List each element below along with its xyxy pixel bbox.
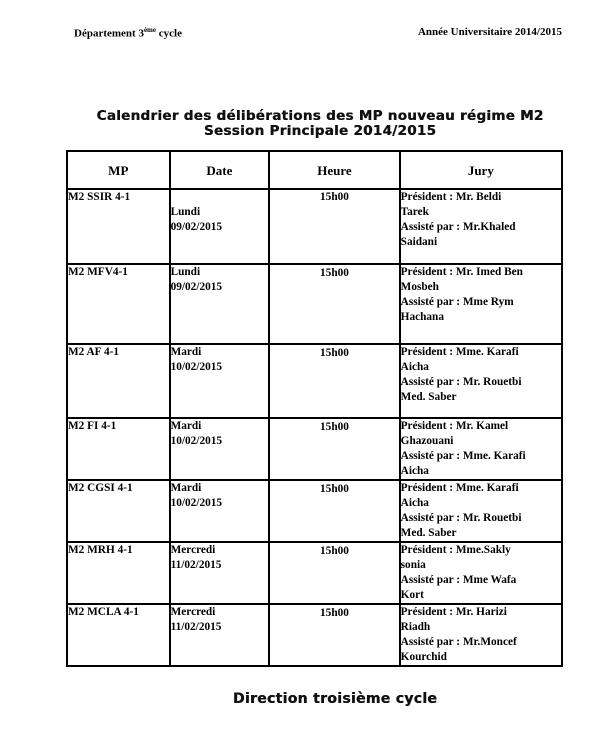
date-cell: Lundi 09/02/2015 [170, 189, 270, 264]
mp-cell: M2 MRH 4-1 [67, 542, 170, 604]
jury-cell: Président : Mme. Karafi Aicha Assisté par : Mr. Rouetbi Med. Saber [400, 344, 562, 418]
date-cell: Mardi 10/02/2015 [170, 418, 270, 480]
column-header-date: Date [170, 151, 270, 189]
date-cell: Mardi 10/02/2015 [170, 344, 270, 418]
table-row [67, 264, 562, 344]
table-row [67, 480, 562, 542]
heure-cell: 15h00 [269, 542, 399, 604]
mp-cell: M2 SSIR 4-1 [67, 189, 170, 264]
document-subtitle: Session Principale 2014/2015 [203, 123, 437, 139]
column-header-mp: MP [67, 151, 170, 189]
date-cell: Mardi 10/02/2015 [170, 480, 270, 542]
heure-cell: 15h00 [269, 189, 399, 264]
heure-cell: 15h00 [269, 264, 399, 344]
jury-cell: Président : Mr. Harizi Riadh Assisté par : Mr.Moncef Kourchid [400, 604, 562, 666]
mp-cell: M2 MFV4-1 [67, 264, 170, 344]
jury-cell: Président : Mr. Beldi Tarek Assisté par : Mr.Khaled Saidani [400, 189, 562, 264]
date-cell: Lundi 09/02/2015 [170, 264, 270, 344]
table-header-row [67, 151, 562, 189]
heure-cell: 15h00 [269, 344, 399, 418]
document-title: Calendrier des délibérations des MP nouveau régime M2 [96, 108, 544, 124]
heure-cell: 15h00 [269, 480, 399, 542]
heure-cell: 15h00 [269, 418, 399, 480]
table-row [67, 344, 562, 418]
jury-cell: Président : Mme.Sakly sonia Assisté par : Mme Wafa Kort [400, 542, 562, 604]
mp-cell: M2 MCLA 4-1 [67, 604, 170, 666]
footer-signature: Direction troisième cycle [232, 691, 438, 707]
header-academic-year: Année Universitaire 2014/2015 [417, 26, 562, 38]
deliberation-table [66, 150, 563, 667]
date-cell: Mercredi 11/02/2015 [170, 542, 270, 604]
table-row [67, 418, 562, 480]
jury-cell: Président : Mme. Karafi Aicha Assisté par : Mr. Rouetbi Med. Saber [400, 480, 562, 542]
jury-cell: Président : Mr. Kamel Ghazouani Assisté par : Mme. Karafi Aicha [400, 418, 562, 480]
header-department: Département 3ème cycle [74, 26, 182, 40]
column-header-heure: Heure [269, 151, 399, 189]
date-cell: Mercredi 11/02/2015 [170, 604, 270, 666]
jury-cell: Président : Mr. Imed Ben Mosbeh Assisté par : Mme Rym Hachana [400, 264, 562, 344]
mp-cell: M2 AF 4-1 [67, 344, 170, 418]
table-row [67, 604, 562, 666]
column-header-jury: Jury [400, 151, 562, 189]
mp-cell: M2 CGSI 4-1 [67, 480, 170, 542]
table-row [67, 189, 562, 264]
mp-cell: M2 FI 4-1 [67, 418, 170, 480]
heure-cell: 15h00 [269, 604, 399, 666]
table-row [67, 542, 562, 604]
